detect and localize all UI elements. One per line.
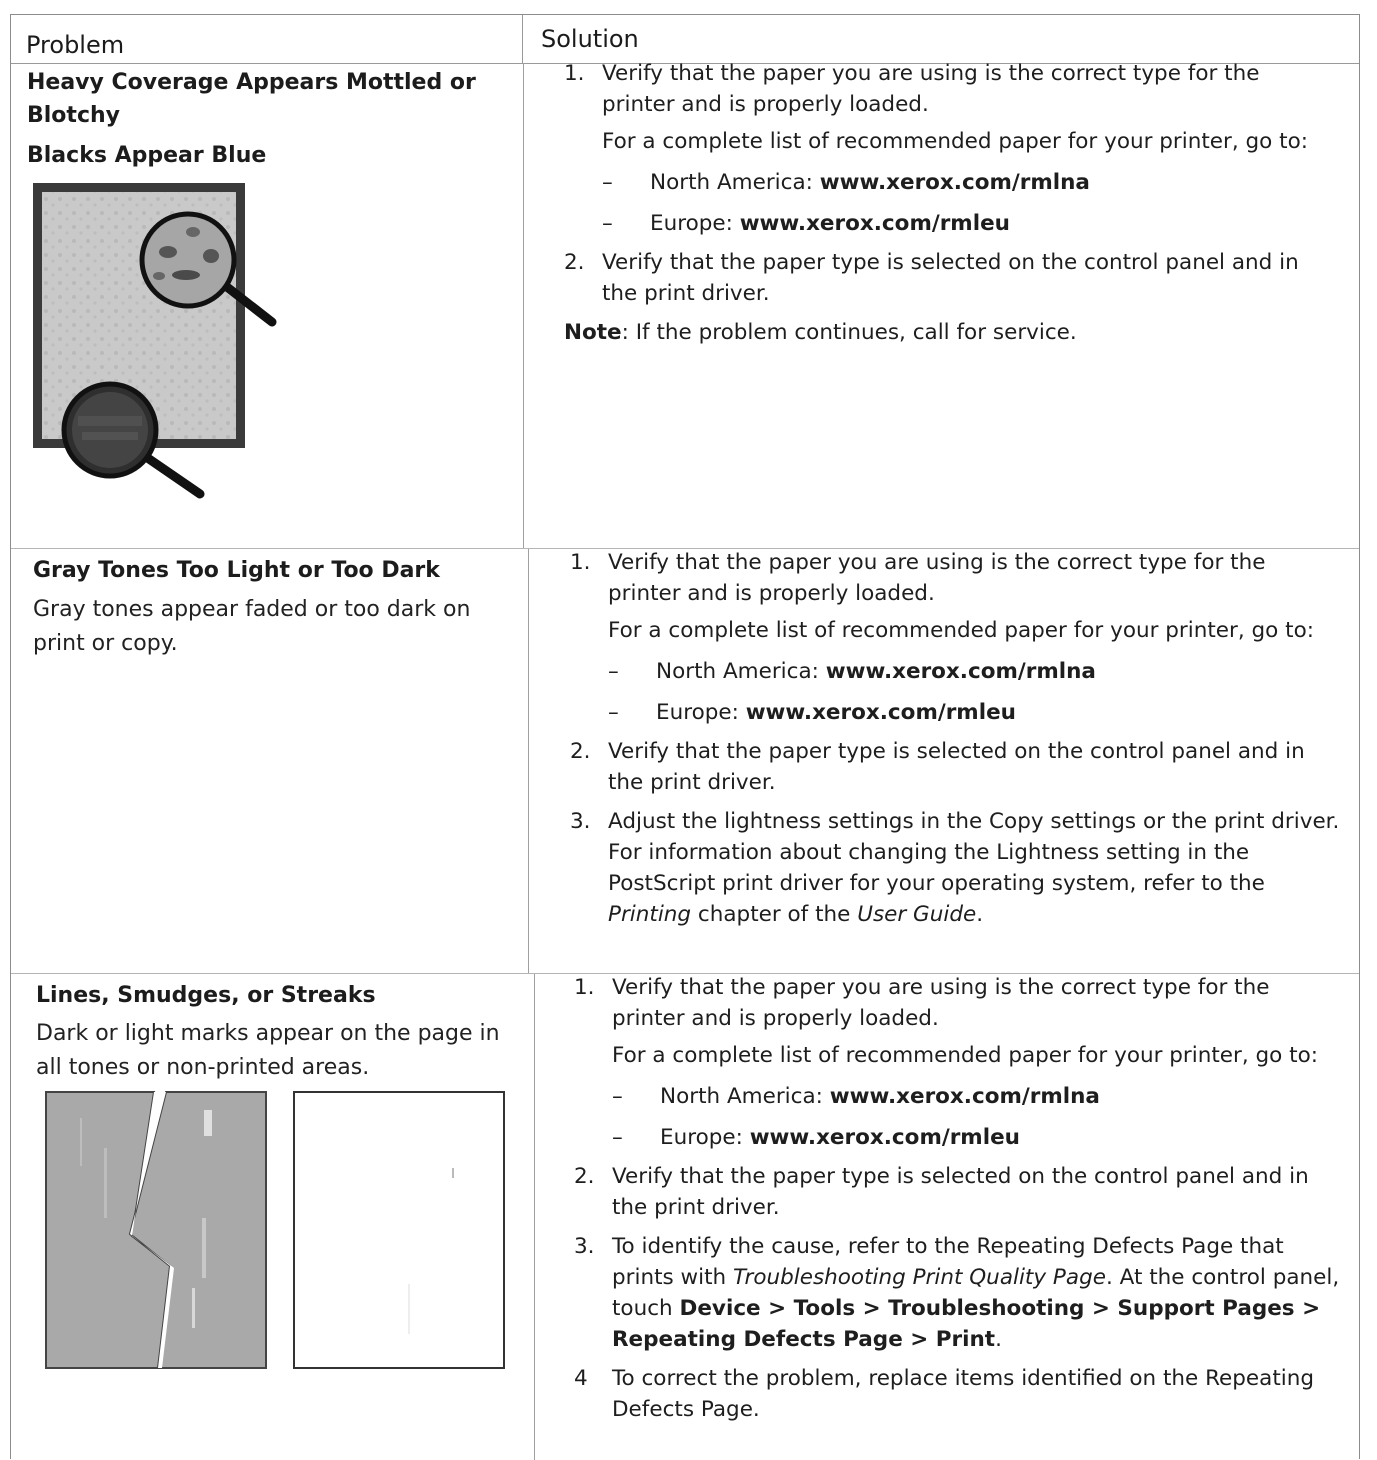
step-text: Verify that the paper you are using is the correct type for the printer and is properly loaded.: [612, 975, 1270, 1031]
link-item-europe: – Europe: www.xerox.com/rmleu: [612, 1125, 1020, 1150]
problem-description: Dark or light marks appear on the page in all tones or non-printed areas.: [36, 1021, 500, 1080]
solution-step: [564, 247, 1324, 309]
step-number: 3.: [574, 1234, 595, 1259]
problem-subtitle: Blacks Appear Blue: [27, 143, 267, 168]
link-item-north-america: – North America: www.xerox.com/rmlna: [602, 170, 1090, 195]
table-header: [11, 15, 1359, 64]
step-text: To correct the problem, replace items identified on the Repeating Defects Page.: [612, 1366, 1315, 1422]
solution-list-3: [574, 972, 1344, 1433]
link-item-europe: – Europe: www.xerox.com/rmleu: [608, 700, 1016, 725]
solution-step: [570, 736, 1340, 798]
step-text: Verify that the paper type is selected on the control panel and in the print driver.: [608, 739, 1305, 795]
solution-step: [570, 547, 1340, 728]
step-text: Adjust the lightness settings in the Copy settings or the print driver. For information about changing the Lightness setting in the PostScript print driver for your operating system, refer to the Printing chapter of the User Guide.: [608, 809, 1340, 927]
step-text: Verify that the paper type is selected on the control panel and in the print driver.: [612, 1164, 1309, 1220]
link-rmlna[interactable]: www.xerox.com/rmlna: [819, 170, 1090, 195]
column-divider: [523, 63, 524, 548]
step-subtext: For a complete list of recommended paper for your printer, go to:: [608, 618, 1314, 643]
streaks-print-illustration: [44, 1088, 510, 1372]
step-number: 1.: [574, 975, 595, 1000]
solution-step: [564, 58, 1324, 239]
step-text: Verify that the paper type is selected on the control panel and in the print driver.: [602, 250, 1299, 306]
problem-title: Lines, Smudges, or Streaks: [36, 983, 376, 1008]
link-rmleu[interactable]: www.xerox.com/rmleu: [739, 211, 1010, 236]
problem-title-line: Heavy Coverage Appears Mottled or Blotchy: [27, 70, 476, 128]
column-divider: [528, 548, 529, 973]
link-rmlna[interactable]: www.xerox.com/rmlna: [829, 1084, 1100, 1109]
step-number: 2.: [570, 739, 591, 764]
step-number: 1.: [564, 61, 585, 86]
step-text: Verify that the paper you are using is the correct type for the printer and is properly loaded.: [602, 61, 1260, 117]
step-number: 2.: [564, 250, 585, 275]
step-subtext: For a complete list of recommended paper for your printer, go to:: [612, 1043, 1318, 1068]
link-item-europe: – Europe: www.xerox.com/rmleu: [602, 211, 1010, 236]
mottled-print-illustration: [28, 180, 288, 500]
link-item-north-america: – North America: www.xerox.com/rmlna: [608, 659, 1096, 684]
problem-title: Gray Tones Too Light or Too Dark: [33, 558, 440, 583]
column-divider: [534, 973, 535, 1460]
header-problem: Problem: [11, 15, 523, 63]
step-number: 2.: [574, 1164, 595, 1189]
step-number: 4: [574, 1366, 588, 1391]
link-item-north-america: – North America: www.xerox.com/rmlna: [612, 1084, 1100, 1109]
step-number: 3.: [570, 809, 591, 834]
problem-description: Gray tones appear faded or too dark on print or copy.: [33, 597, 471, 656]
menu-path: Device > Tools > Troubleshooting > Support Pages > Repeating Defects Page > Print: [612, 1296, 1321, 1352]
solution-step: [574, 1161, 1344, 1223]
solution-list-2: [570, 547, 1340, 938]
solution-list-1: [564, 58, 1324, 348]
step-text: Verify that the paper you are using is the correct type for the printer and is properly loaded.: [608, 550, 1266, 606]
link-rmleu[interactable]: www.xerox.com/rmleu: [745, 700, 1016, 725]
step-subtext: For a complete list of recommended paper for your printer, go to:: [602, 129, 1308, 154]
solution-step: [570, 806, 1340, 930]
step-number: 1.: [570, 550, 591, 575]
note: Note: If the problem continues, call for service.: [564, 320, 1077, 345]
step-text: To identify the cause, refer to the Repeating Defects Page that prints with Troubleshooting Print Quality Page. At the control panel, touch Device > Tools > Troubleshooting > Support Pages > Repeating Defects Page > Print.: [612, 1234, 1340, 1352]
solution-step: [574, 1231, 1344, 1355]
solution-step: [574, 972, 1344, 1153]
solution-step: [574, 1363, 1344, 1425]
problem-title: [27, 66, 507, 132]
header-solution: Solution: [541, 25, 639, 53]
link-rmlna[interactable]: www.xerox.com/rmlna: [825, 659, 1096, 684]
link-rmleu[interactable]: www.xerox.com/rmleu: [749, 1125, 1020, 1150]
